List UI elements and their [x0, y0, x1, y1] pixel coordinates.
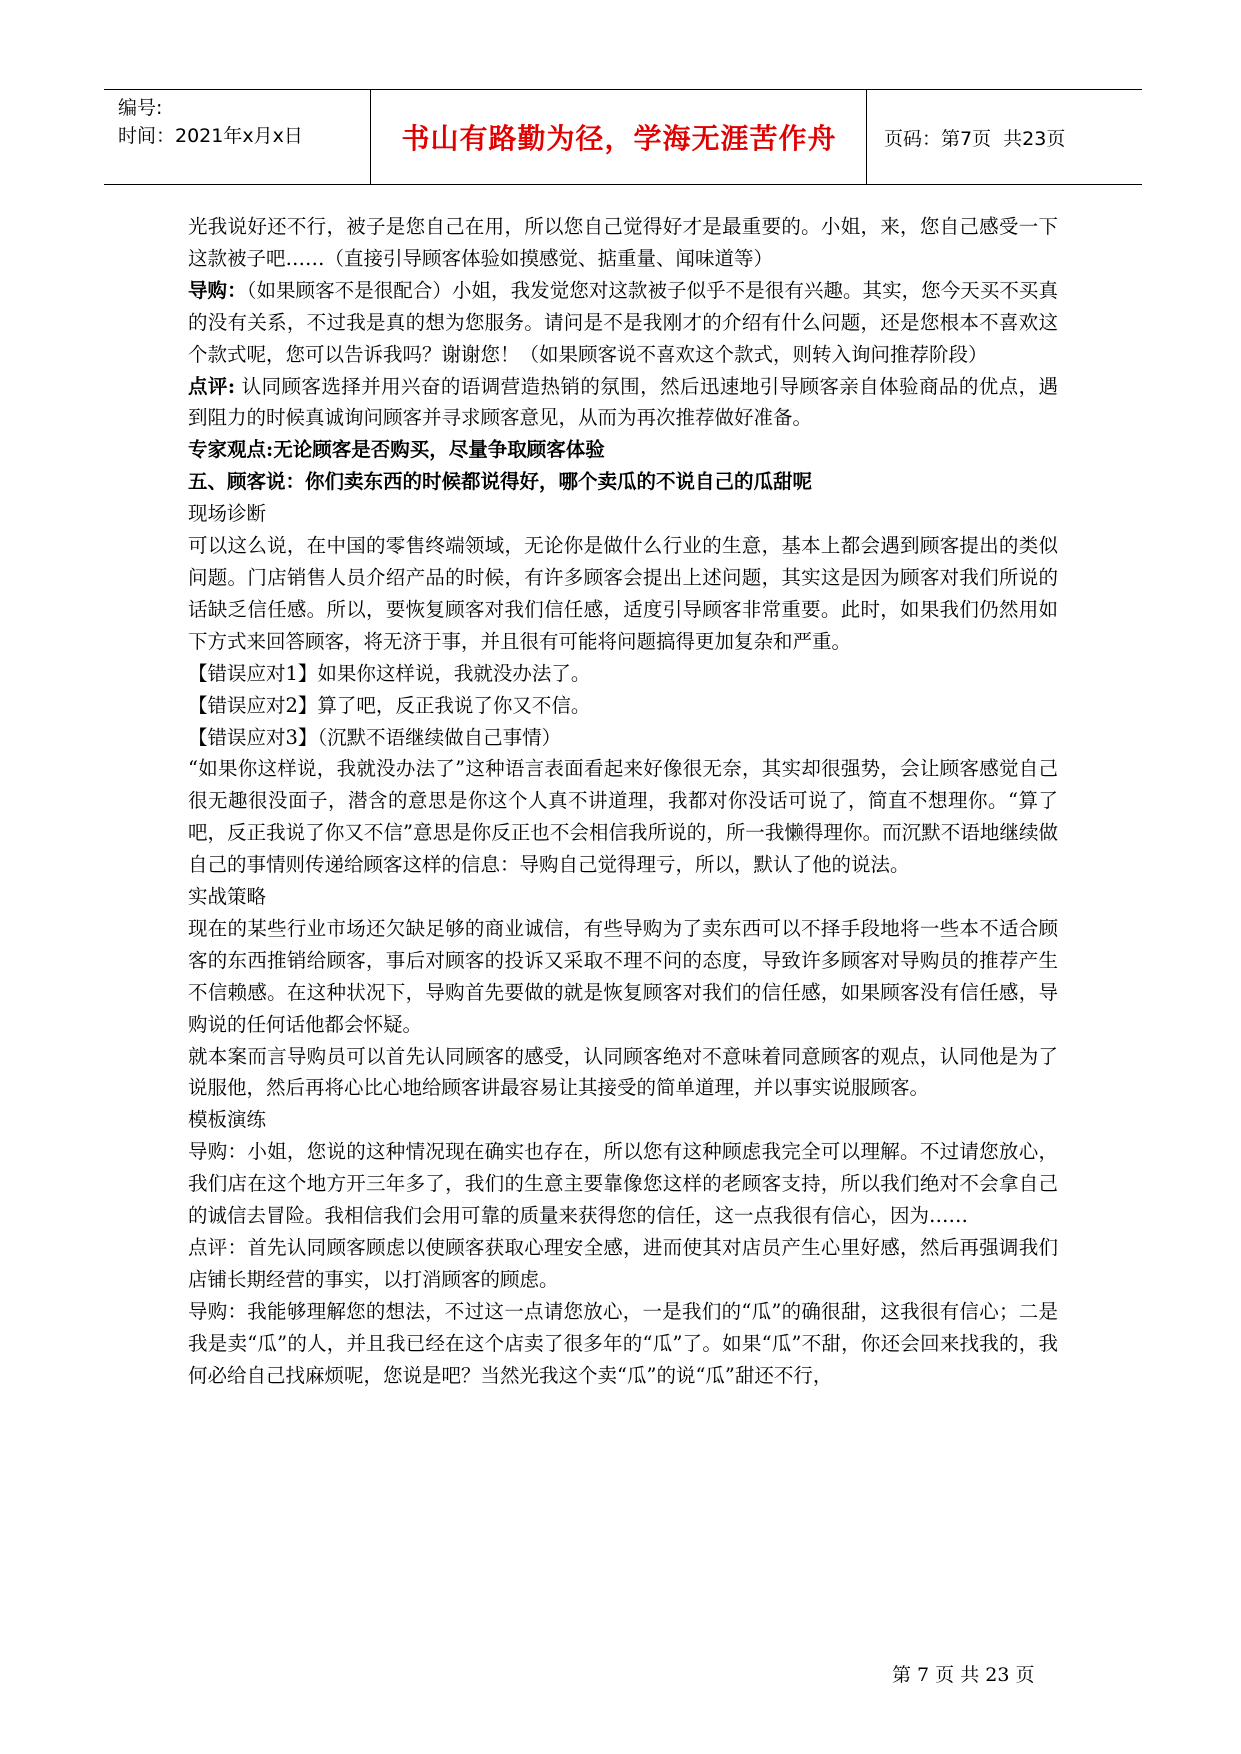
paragraph: 导购：我能够理解您的想法，不过这一点请您放心，一是我们的“瓜”的确很甜，这我很有信心；二是我是卖“瓜”的人，并且我已经在这个店卖了很多年的“瓜”了。如果“瓜”不甜，你还会回来找我的，我何必给自己找麻烦呢，您说是吧？当然光我这个卖“瓜”的说“瓜”甜还不行， — [188, 1299, 1058, 1387]
document-header — [104, 89, 1142, 185]
paragraph: 可以这么说，在中国的零售终端领域，无论你是做什么行业的生意，基本上都会遇到顾客提出的类似问题。门店销售人员介绍产品的时候，有许多顾客会提出上述问题，其实这是因为顾客对我们所说的话缺乏信任感。所以，要恢复顾客对我们信任感，适度引导顾客非常重要。此时，如果我们仍然用如下方式来回答顾客，将无济于事，并且很有可能将问题搞得更加复杂和严重。 — [188, 534, 1058, 653]
paragraph: 【错误应对1】如果你这样说，我就没办法了。 — [188, 661, 591, 685]
document-body — [188, 211, 1058, 1392]
paragraph: 现在的某些行业市场还欠缺足够的商业诚信，有些导购为了卖东西可以不择手段地将一些本不适合顾客的东西推销给顾客，事后对顾客的投诉又采取不理不问的态度，导致许多顾客对导购员的推荐产生不信赖感。在这种状况下，导购首先要做的就是恢复顾客对我们的信任感，如果顾客没有信任感，导购说的任何话他都会怀疑。 — [188, 916, 1058, 1036]
subheading: 实战策略 — [188, 885, 267, 909]
paragraph: “如果你这样说，我就没办法了”这种语言表面看起来好像很无奈，其实却很强势，会让顾客感觉自己很无趣很没面子，潜含的意思是你这个人真不讲道理，我都对你没话可说了，简直不想理你。“算了吧，反正我说了你又不信”意思是你反正也不会相信我所说的，所一我懒得理你。而沉默不语地继续做自己的事情则传递给顾客这样的信息：导购自己觉得理亏，所以，默认了他的说法。 — [188, 757, 1058, 877]
paragraph — [188, 371, 1058, 435]
header-page-info — [872, 90, 1152, 184]
section-heading: 五、顾客说：你们卖东西的时候都说得好，哪个卖瓜的不说自己的瓜甜呢 — [188, 470, 813, 494]
subheading: 模板演练 — [188, 1108, 267, 1132]
paragraph: 导购：小姐，您说的这种情况现在确实也存在，所以您有这种顾虑我完全可以理解。不过请您放心，我们店在这个地方开三年多了，我们的生意主要靠像您这样的老顾客支持，所以我们绝对不会拿自己的诚信去冒险。我相信我们会用可靠的质量来获得您的信任，这一点我很有信心，因为…… — [188, 1140, 1058, 1228]
header-page-label: 页码：第7页 共23页 — [884, 127, 1066, 150]
header-meta — [118, 94, 368, 150]
paragraph: 【错误应对3】（沉默不语继续做自己事情） — [188, 725, 562, 749]
paragraph — [188, 275, 1058, 371]
header-time: 时间：2021年x月x日 — [118, 125, 303, 147]
paragraph: 光我说好还不行，被子是您自己在用，所以您自己觉得好才是最重要的。小姐，来，您自己感受一下这款被子吧……（直接引导顾客体验如摸感觉、掂重量、闻味道等） — [188, 215, 1058, 270]
header-divider — [866, 90, 867, 184]
paragraph-text: 认同顾客选择并用兴奋的语调营造热销的氛围，然后迅速地引导顾客亲自体验商品的优点，遇到阻力的时候真诚询问顾客并寻求顾客意见，从而为再次推荐做好准备。 — [188, 374, 1058, 430]
subheading: 现场诊断 — [188, 502, 267, 526]
page-footer: 第 7 页 共 23 页 — [892, 1664, 1035, 1686]
comment-label: 点评: — [188, 374, 236, 398]
header-motto: 书山有路勤为径，学海无涯苦作舟 — [401, 122, 837, 155]
paragraph: 【错误应对2】算了吧，反正我说了你又不信。 — [188, 693, 591, 717]
expert-view-heading: 专家观点:无论顾客是否购买，尽量争取顾客体验 — [188, 438, 605, 462]
header-divider — [370, 90, 371, 184]
header-number: 编号: — [118, 97, 163, 119]
paragraph: 就本案而言导购员可以首先认同顾客的感受，认同顾客绝对不意味着同意顾客的观点，认同他是为了说服他，然后再将心比心地给顾客讲最容易让其接受的简单道理，并以事实说服顾客。 — [188, 1044, 1058, 1100]
paragraph: 点评：首先认同顾客顾虑以使顾客获取心理安全感，进而使其对店员产生心里好感，然后再强调我们店铺长期经营的事实，以打消顾客的顾虑。 — [188, 1236, 1058, 1291]
paragraph-text: （如果顾客不是很配合）小姐，我发觉您对这款被子似乎不是很有兴趣。其实，您今天买不买真的没有关系，不过我是真的想为您服务。请问是不是我刚才的介绍有什么问题，还是您根本不喜欢这个款式呢，您可以告诉我吗？谢谢您！（如果顾客说不喜欢这个款式，则转入询问推荐阶段） — [188, 278, 1058, 366]
speaker-label: 导购： — [188, 278, 247, 302]
